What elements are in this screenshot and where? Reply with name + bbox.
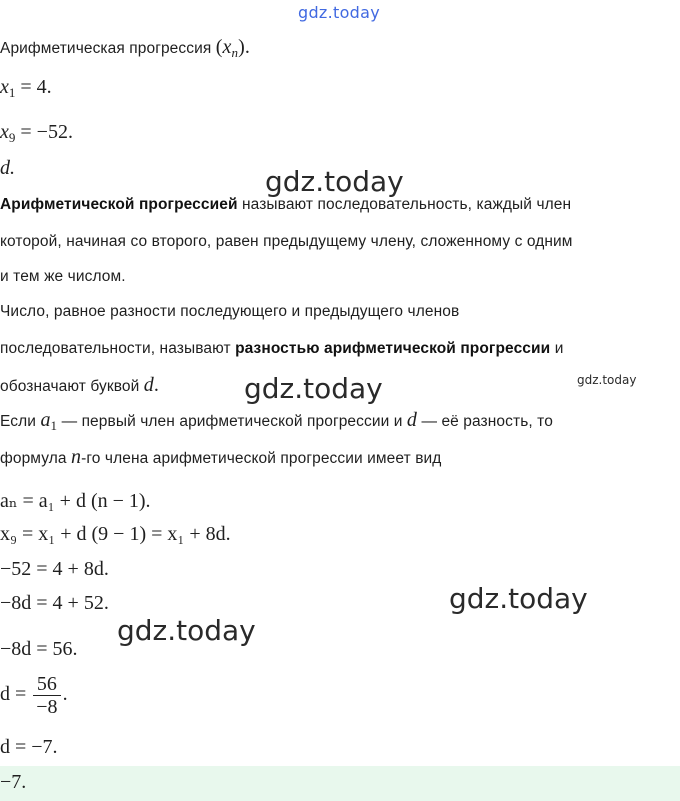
solution-formula-1: aₙ = a₁ + d (n − 1). (0, 490, 151, 512)
difference-line-1: Число, равное разности последующего и предыдущего членов (0, 303, 460, 320)
given-title (0, 36, 250, 59)
watermark-3: gdz.today (449, 582, 588, 615)
answer-value: −7. (0, 771, 27, 793)
watermark-2: gdz.today (244, 372, 383, 405)
fraction-denominator: −8 (33, 695, 60, 718)
watermark-top: gdz.today (298, 3, 380, 22)
solution-formula-6: d = $\frac{56}{-8}$ . (0, 673, 68, 718)
watermark-small: gdz.today (577, 373, 637, 387)
solution-formula-7: d = −7. (0, 736, 58, 758)
definition-line-3: и тем же числом. (0, 268, 126, 285)
solution-formula-3: −52 = 4 + 8d. (0, 558, 109, 580)
given-x9: $x_9 = -52$. (0, 121, 73, 145)
formula-intro-line-1: Если $a_1$ — первый член арифметической прогрессии и d — её разность, то (0, 409, 553, 433)
solution-formula-4: −8d = 4 + 52. (0, 592, 109, 614)
definition-line-2: которой, начиная со второго, равен предыдущему члену, сложенному с одним (0, 233, 573, 250)
watermark-1: gdz.today (265, 165, 404, 198)
solution-formula-5: −8d = 56. (0, 638, 78, 660)
given-x1: $x_1 = 4$. (0, 76, 52, 100)
watermark-4: gdz.today (117, 614, 256, 647)
given-title-text: Арифметическая прогрессия (0, 40, 212, 57)
fraction (33, 673, 60, 718)
difference-term: разностью арифметической прогрессии (235, 340, 551, 357)
definition-term: Арифметической прогрессией (0, 196, 238, 213)
definition-line-1: Арифметической прогрессией называют последовательность, каждый член (0, 196, 572, 213)
answer-box (0, 766, 680, 801)
difference-line-3: обозначают буквой d. (0, 374, 160, 396)
formula-intro-line-2: формула n-го члена арифметической прогрессии имеет вид (0, 446, 442, 468)
difference-line-2: последовательности, называют разностью арифметической прогрессии и (0, 340, 564, 357)
solution-formula-2: x₉ = x₁ + d (9 − 1) = x₁ + 8d. (0, 523, 231, 545)
given-find: d. (0, 157, 15, 179)
given-title-math: $(x_n)$. (215, 36, 251, 60)
fraction-numerator: 56 (36, 673, 57, 695)
